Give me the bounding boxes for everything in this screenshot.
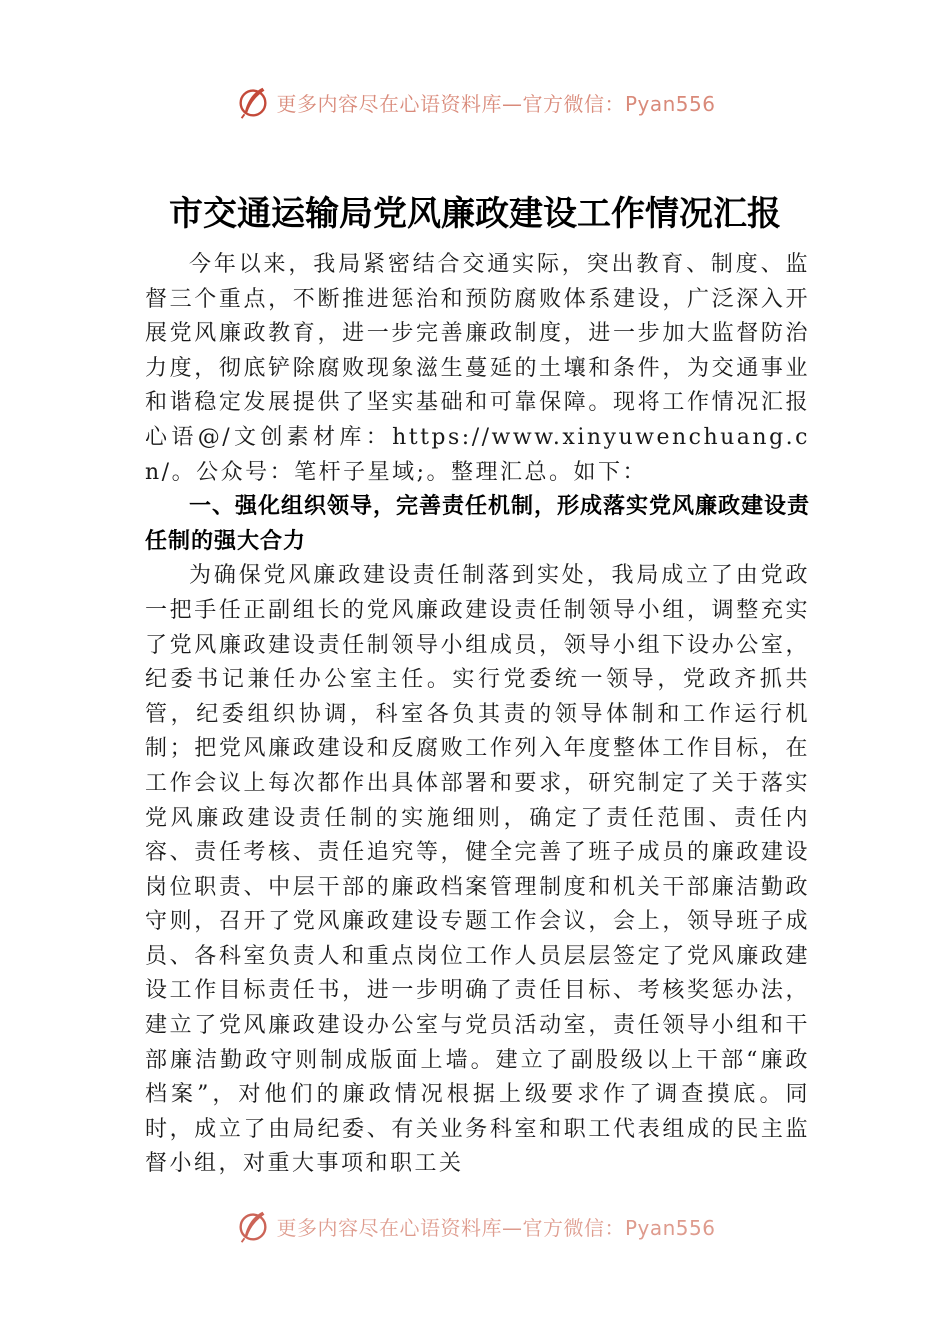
- watermark-header: [0, 82, 950, 122]
- watermark-footer: [0, 1206, 950, 1246]
- watermark-text: 更多内容尽在心语资料库—官方微信：Pyan556: [276, 1215, 716, 1240]
- document-body-viewport: [0, 248, 950, 1220]
- watermark-text: 更多内容尽在心语资料库—官方微信：Pyan556: [276, 91, 716, 116]
- section-1-paragraph: 为确保党风廉政建设责任制落到实处，我局成立了由党政一把手任正副组长的党风廉政建设责任制领导小组，调整充实了党风廉政建设责任制领导小组成员，领导小组下设办公室，纪委书记兼任办公室主任。实行党委统一领导，党政齐抓共管，纪委组织协调，科室各负其责的领导体制和工作运行机制；把党风廉政建设和反腐败工作列入年度整体工作目标，在工作会议上每次都作出具体部署和要求，研究制定了关于落实党风廉政建设责任制的实施细则，确定了责任范围、责任内容、责任考核、责任追究等，健全完善了班子成员的廉政建设岗位职责、中层干部的廉政档案管理制度和机关干部廉洁勤政守则，召开了党风廉政建设专题工作会议，会上，领导班子成员、各科室负责人和重点岗位工作人员层层签定了党风廉政建设工作目标责任书，进一步明确了责任目标、考核奖惩办法，建立了党风廉政建设办公室与党员活动室，责任领导小组和干部廉洁勤政守则制成版面上墙。建立了副股级以上干部“廉政档案”，对他们的廉政情况根据上级要求作了调查摸底。同时，成立了由局纪委、有关业务科室和职工代表组成的民主监督小组，对重大事项和职工关: [145, 563, 810, 1177]
- document-body: [145, 248, 810, 1182]
- feather-pen-icon: [234, 83, 272, 121]
- intro-paragraph: 今年以来，我局紧密结合交通实际，突出教育、制度、监督三个重点，不断推进惩治和预防腐败体系建设，广泛深入开展党风廉政教育，进一步完善廉政制度，进一步加大监督防治力度，彻底铲除腐败现象滋生蔓延的土壤和条件，为交通事业和谐稳定发展提供了坚实基础和可靠保障。现将工作情况汇报心语@/文创素材库：https://www.xinyuwenchuang.cn/。公众号：笔杆子星域;。整理汇总。如下：: [145, 252, 810, 485]
- feather-pen-icon: [234, 1207, 272, 1245]
- section-heading-1: 一、强化组织领导，完善责任机制，形成落实党风廉政建设责任制的强大合力: [145, 494, 811, 554]
- page-title: 市交通运输局党风廉政建设工作情况汇报: [169, 194, 781, 234]
